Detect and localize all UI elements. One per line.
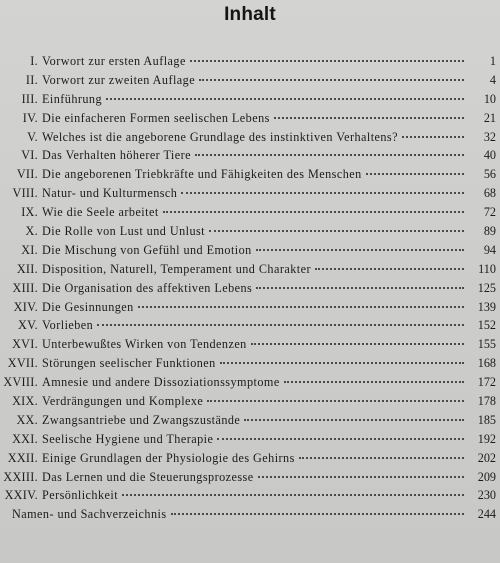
- chapter-title: Die Organisation des affektiven Lebens: [42, 280, 253, 295]
- dot-leader: [256, 287, 464, 289]
- dot-leader: [274, 117, 464, 119]
- page-number: 4: [489, 72, 496, 87]
- chapter-number: XV.: [18, 318, 38, 333]
- toc-entry: [0, 203, 500, 222]
- dot-leader: [209, 230, 464, 232]
- entry-line: [42, 71, 468, 90]
- chapter-number: XXIII.: [3, 469, 38, 484]
- page-number: 89: [483, 224, 496, 239]
- chapter-title: Störungen seelischer Funktionen: [42, 356, 216, 371]
- entry-line: [42, 146, 468, 165]
- chapter-number: XVII.: [7, 356, 38, 371]
- toc-entry: [0, 430, 500, 449]
- page-number: 68: [483, 186, 496, 201]
- entry-line: [42, 52, 468, 71]
- toc-entry: [0, 449, 500, 468]
- toc-entry: [0, 354, 500, 373]
- page-number: 192: [477, 431, 496, 446]
- entry-line: [42, 316, 468, 335]
- entry-line: [42, 109, 468, 128]
- dot-leader: [256, 249, 464, 251]
- entry-line: [42, 241, 468, 260]
- dot-leader: [97, 324, 464, 326]
- page-number: 110: [478, 261, 496, 276]
- toc-entry: [0, 298, 500, 317]
- chapter-number: XVI.: [12, 337, 38, 352]
- entry-line: [42, 298, 468, 317]
- entry-line: [42, 430, 468, 449]
- entry-line: [42, 165, 468, 184]
- toc-entry: [0, 222, 500, 241]
- chapter-number: XXII.: [7, 450, 38, 465]
- page-number: 168: [477, 356, 496, 371]
- chapter-title: Die angeborenen Triebkräfte und Fähigkeiten des Menschen: [42, 167, 362, 182]
- toc-entry: [0, 260, 500, 279]
- chapter-number: XIII.: [12, 280, 38, 295]
- toc-entry: [0, 316, 500, 335]
- chapter-number: I.: [30, 54, 38, 68]
- chapter-number: III.: [21, 91, 38, 106]
- chapter-title: Vorwort zur zweiten Auflage: [42, 72, 196, 87]
- dot-leader: [106, 98, 464, 100]
- toc-entry: [0, 411, 500, 430]
- page-number: 1: [489, 54, 496, 68]
- entry-line: [42, 90, 468, 109]
- chapter-number: V.: [27, 129, 38, 144]
- entry-line: [42, 128, 468, 147]
- entry-line: [42, 449, 468, 468]
- dot-leader: [315, 268, 464, 270]
- entry-line: [42, 486, 468, 505]
- page-title: Inhalt: [224, 4, 276, 25]
- entry-line: [42, 335, 468, 354]
- entry-line: [42, 203, 468, 222]
- page-number: 155: [477, 337, 496, 352]
- dot-leader: [217, 438, 464, 440]
- dot-leader: [299, 457, 464, 459]
- dot-leader: [190, 60, 464, 62]
- entry-line: [42, 411, 468, 430]
- chapter-number: II.: [25, 72, 38, 87]
- dot-leader: [195, 154, 464, 156]
- chapter-number: XXI.: [12, 431, 38, 446]
- chapter-number: IX.: [21, 205, 38, 220]
- chapter-title: Einige Grundlagen der Physiologie des Gehirns: [42, 450, 295, 465]
- page-number: 230: [477, 488, 496, 503]
- entry-line: [42, 260, 468, 279]
- page-number: 209: [477, 469, 496, 484]
- toc-entry: [0, 165, 500, 184]
- chapter-title: Die Rolle von Lust und Unlust: [42, 224, 206, 239]
- dot-leader: [207, 400, 464, 402]
- page-number: 72: [483, 205, 496, 220]
- chapter-number: IV.: [22, 110, 38, 125]
- dot-leader: [220, 362, 464, 364]
- dot-leader: [366, 173, 464, 175]
- chapter-number: XX.: [16, 412, 38, 427]
- dot-leader: [244, 419, 464, 421]
- chapter-number: XVIII.: [3, 375, 38, 390]
- entry-line: [42, 279, 468, 298]
- chapter-title: Natur- und Kulturmensch: [42, 186, 178, 201]
- chapter-number: XXIV.: [4, 488, 38, 503]
- dot-leader: [163, 211, 464, 213]
- page-number: 185: [477, 412, 496, 427]
- chapter-title: Vorwort zur ersten Auflage: [42, 54, 186, 68]
- chapter-title: Disposition, Naturell, Temperament und Charakter: [42, 261, 311, 276]
- dot-leader: [199, 79, 464, 81]
- chapter-number: VI.: [21, 148, 38, 163]
- dot-leader: [138, 306, 464, 308]
- page-number: 172: [477, 375, 496, 390]
- entry-line: [12, 505, 468, 524]
- chapter-title: Seelische Hygiene und Therapie: [42, 431, 214, 446]
- dot-leader: [181, 192, 464, 194]
- toc-entry: [0, 184, 500, 203]
- toc-entry: [0, 146, 500, 165]
- chapter-title: Einführung: [42, 91, 103, 106]
- toc-entry-index: [0, 505, 500, 524]
- page-number: 94: [483, 242, 496, 257]
- entry-line: [42, 468, 468, 487]
- page-number: 139: [477, 299, 496, 314]
- table-of-contents: [0, 52, 500, 524]
- page-number: 178: [477, 394, 496, 409]
- toc-entry: [0, 468, 500, 487]
- chapter-title: Welches ist die angeborene Grundlage des instinktiven Verhaltens?: [42, 129, 398, 144]
- chapter-title: Die Gesinnungen: [42, 299, 134, 314]
- chapter-title: Vorlieben: [42, 318, 94, 333]
- page-number: 244: [477, 507, 496, 522]
- chapter-title: Das Lernen und die Steuerungsprozesse: [42, 469, 254, 484]
- page-number: 202: [477, 450, 496, 465]
- dot-leader: [284, 381, 464, 383]
- entry-line: [42, 392, 468, 411]
- page-number: 152: [477, 318, 496, 333]
- chapter-title: Wie die Seele arbeitet: [42, 205, 159, 220]
- chapter-number: XIX.: [12, 394, 38, 409]
- chapter-number: XIV.: [13, 299, 38, 314]
- dot-leader: [402, 136, 464, 138]
- entry-line: [42, 184, 468, 203]
- page-number: 21: [483, 110, 496, 125]
- chapter-title: Amnesie und andere Dissoziationssymptome: [42, 375, 280, 390]
- entry-line: [42, 373, 468, 392]
- chapter-title: Verdrängungen und Komplexe: [42, 394, 204, 409]
- dot-leader: [258, 476, 464, 478]
- page-number: 125: [477, 280, 496, 295]
- toc-entry: [0, 241, 500, 260]
- dot-leader: [122, 494, 464, 496]
- toc-entry: [0, 335, 500, 354]
- toc-entry: [0, 109, 500, 128]
- toc-entry: [0, 373, 500, 392]
- toc-entry: [0, 279, 500, 298]
- chapter-title: Persönlichkeit: [42, 488, 119, 503]
- page-number: 32: [483, 129, 496, 144]
- toc-entry: [0, 90, 500, 109]
- chapter-number: VIII.: [12, 186, 38, 201]
- dot-leader: [171, 513, 464, 515]
- chapter-title: Namen- und Sachverzeichnis: [12, 507, 167, 522]
- page-number: 40: [483, 148, 496, 163]
- chapter-number: VII.: [16, 167, 38, 182]
- chapter-title: Die einfacheren Formen seelischen Lebens: [42, 110, 270, 125]
- toc-entry: [0, 128, 500, 147]
- page-number: 10: [483, 91, 496, 106]
- toc-entry: [0, 486, 500, 505]
- toc-entry: [0, 52, 500, 71]
- page-number: 56: [483, 167, 496, 182]
- chapter-number: X.: [25, 224, 38, 239]
- chapter-title: Die Mischung von Gefühl und Emotion: [42, 242, 252, 257]
- chapter-title: Das Verhalten höherer Tiere: [42, 148, 191, 163]
- dot-leader: [251, 343, 464, 345]
- toc-entry: [0, 71, 500, 90]
- entry-line: [42, 354, 468, 373]
- toc-entry: [0, 392, 500, 411]
- chapter-title: Unterbewußtes Wirken von Tendenzen: [42, 337, 247, 352]
- chapter-number: XII.: [16, 261, 38, 276]
- chapter-number: XI.: [21, 242, 38, 257]
- entry-line: [42, 222, 468, 241]
- chapter-title: Zwangsantriebe und Zwangszustände: [42, 412, 241, 427]
